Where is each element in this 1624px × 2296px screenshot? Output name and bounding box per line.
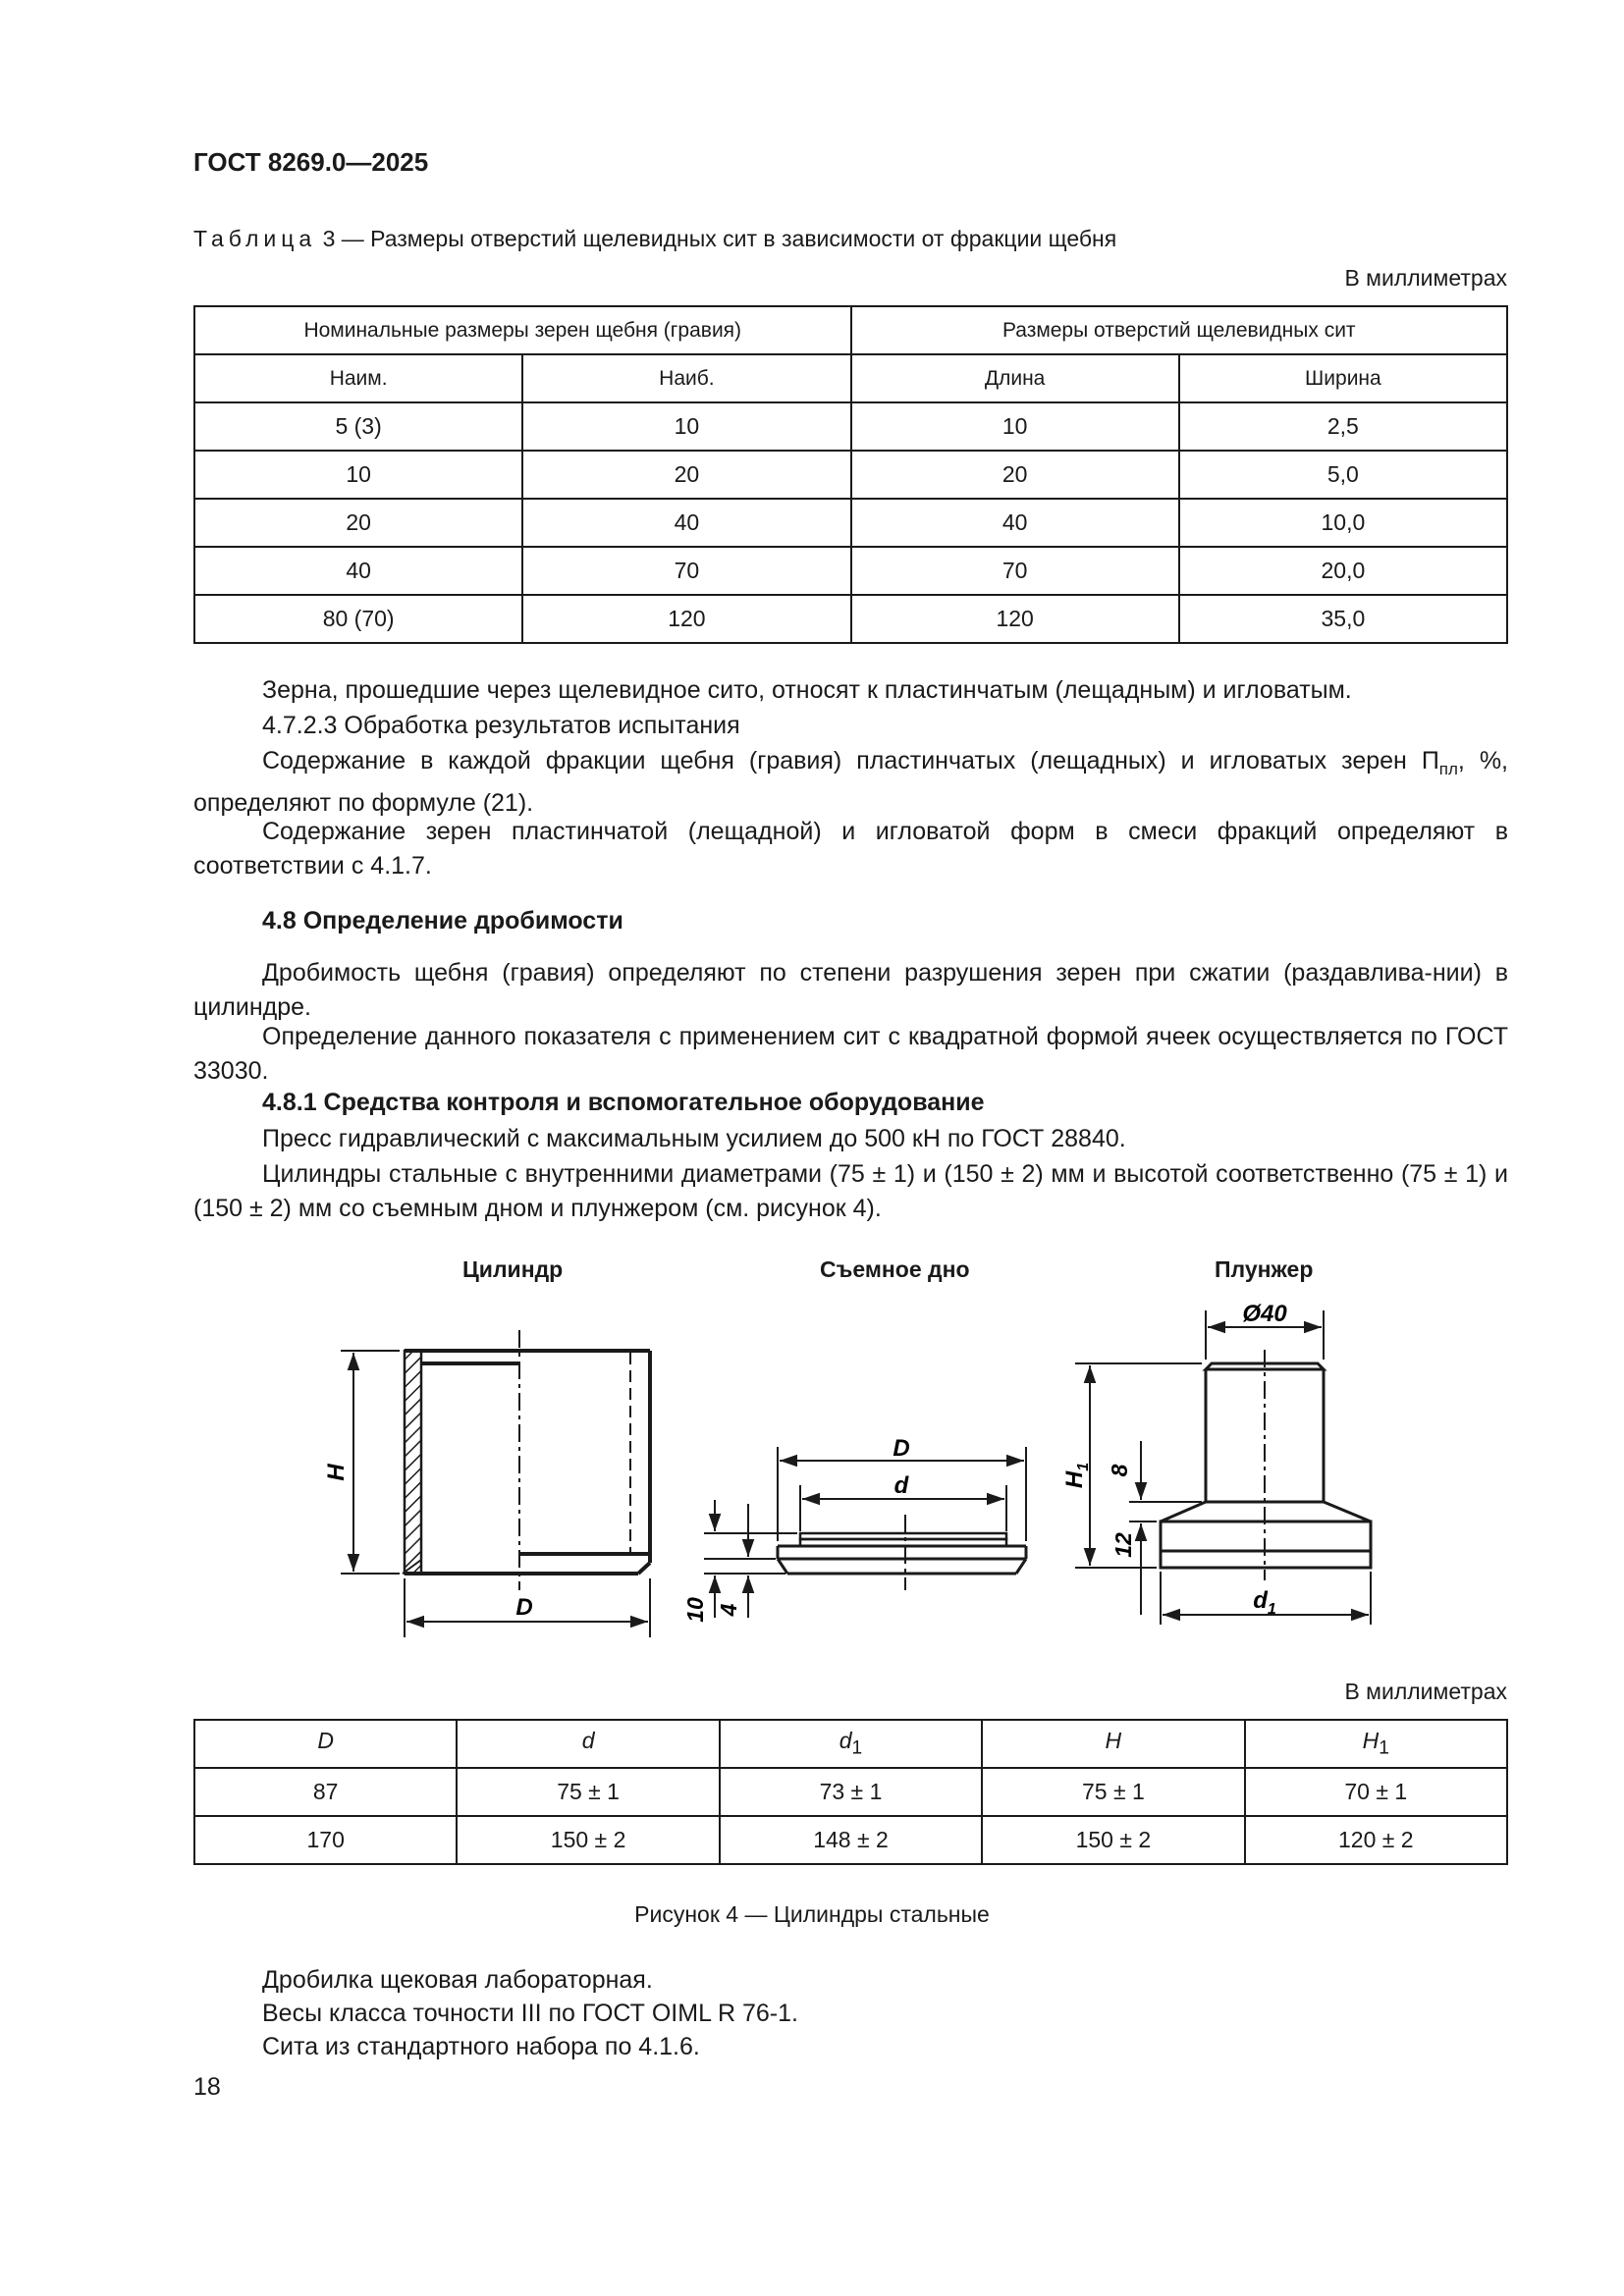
table-cell: 170 — [194, 1816, 457, 1864]
cylinder-dimension-H: H — [323, 1464, 350, 1481]
table-column-header — [720, 1720, 982, 1768]
table-cell: 40 — [522, 499, 850, 547]
table-cell: 73 ± 1 — [720, 1768, 982, 1816]
table-cell: 20,0 — [1179, 547, 1507, 595]
figure-4-table — [193, 1719, 1508, 1865]
formula-symbol: П — [1421, 747, 1439, 774]
table-cell: 120 ± 2 — [1245, 1816, 1507, 1864]
removable-bottom-drawing — [704, 1447, 1026, 1618]
figure-4-units: В миллиметрах — [1344, 1679, 1507, 1704]
section-heading: 4.8.1 Средства контроля и вспомогательное оборудование — [262, 1089, 985, 1116]
header-symbol: d — [839, 1728, 852, 1754]
table-cell: 40 — [194, 547, 522, 595]
table-cell: 120 — [522, 595, 850, 643]
bottom-dimension-d: d — [893, 1472, 909, 1499]
table-cell: 10 — [522, 402, 850, 451]
table-cell: 80 (70) — [194, 595, 522, 643]
table-3-caption-prefix: Таблица — [193, 226, 317, 251]
table-cell: 75 ± 1 — [982, 1768, 1244, 1816]
bottom-dimension-10: 10 — [682, 1597, 708, 1623]
section-heading: 4.8 Определение дробимости — [262, 907, 623, 934]
paragraph-text: , %, определяют по формуле (21). — [193, 747, 1508, 817]
table-cell: 75 ± 1 — [457, 1768, 719, 1816]
header-symbol: d — [581, 1728, 595, 1754]
paragraph: Весы класса точности III по ГОСТ OIML R 76-1. — [262, 2000, 798, 2027]
paragraph: Цилиндры стальные с внутренними диаметрами (75 ± 1) и (150 ± 2) мм и высотой соответственно (75 ± 1) и (150 ± 2) мм со съемным дном и плунжером (см. рисунок 4). — [193, 1160, 1508, 1222]
header-symbol: H — [1362, 1728, 1380, 1754]
paragraph: Дробимость щебня (гравия) определяют по степени разрушения зерен при сжатии (раздавлива-нии) в цилиндре. — [193, 959, 1508, 1021]
bottom-dimension-D: D — [893, 1435, 910, 1462]
table-cell: 70 ± 1 — [1245, 1768, 1507, 1816]
paragraph: Зерна, прошедшие через щелевидное сито, относят к пластинчатым (лещадным) и игловатым. — [262, 676, 1352, 704]
table-cell: 5,0 — [1179, 451, 1507, 499]
table-3-units: В миллиметрах — [1344, 265, 1507, 291]
figure-label-cylinder: Цилиндр — [462, 1256, 564, 1282]
header-subscript: 1 — [851, 1737, 863, 1759]
table-3-column-header: Ширина — [1179, 354, 1507, 402]
table-cell: 20 — [194, 499, 522, 547]
plunger-dimension-12: 12 — [1110, 1532, 1136, 1558]
table-cell: 20 — [522, 451, 850, 499]
bottom-dimension-4: 4 — [716, 1603, 741, 1617]
paragraph-text: Содержание в каждой фракции щебня (гравия) пластинчатых (лещадных) и игловатых зерен — [262, 747, 1407, 774]
table-cell: 120 — [851, 595, 1179, 643]
table-cell: 150 ± 2 — [982, 1816, 1244, 1864]
plunger-dimension-d1 — [1253, 1587, 1276, 1618]
table-3-column-header: Наим. — [194, 354, 522, 402]
table-3-group-header: Размеры отверстий щелевидных сит — [851, 306, 1508, 354]
table-column-header — [457, 1720, 719, 1768]
table-cell: 148 ± 2 — [720, 1816, 982, 1864]
table-3-column-header: Наиб. — [522, 354, 850, 402]
page-number: 18 — [193, 2073, 221, 2101]
table-row — [194, 1768, 1507, 1816]
table-3-group-header: Номинальные размеры зерен щебня (гравия) — [194, 306, 851, 354]
table-cell: 150 ± 2 — [457, 1816, 719, 1864]
figure-label-removable-bottom: Съемное дно — [820, 1256, 970, 1282]
table-cell: 10 — [851, 402, 1179, 451]
document-title: ГОСТ 8269.0—2025 — [193, 147, 429, 177]
table-3-column-header: Длина — [851, 354, 1179, 402]
table-cell: 20 — [851, 451, 1179, 499]
table-3-caption-text: 3 — Размеры отверстий щелевидных сит в зависимости от фракции щебня — [316, 226, 1117, 251]
paragraph: Пресс гидравлический с максимальным усилием до 500 кН по ГОСТ 28840. — [262, 1125, 1126, 1152]
table-cell: 40 — [851, 499, 1179, 547]
header-symbol: H — [1105, 1728, 1122, 1754]
plunger-dimension-d1-base: d — [1253, 1587, 1268, 1614]
table-column-header — [1245, 1720, 1507, 1768]
table-cell: 70 — [851, 547, 1179, 595]
table-cell: 70 — [522, 547, 850, 595]
header-subscript: 1 — [1379, 1737, 1389, 1759]
paragraph: Определение данного показателя с применением сит с квадратной формой ячеек осуществляется по ГОСТ 33030. — [193, 1023, 1508, 1085]
paragraph: Сита из стандартного набора по 4.1.6. — [262, 2033, 700, 2060]
paragraph: Дробилка щековая лабораторная. — [262, 1966, 653, 1994]
paragraph: Содержание зерен пластинчатой (лещадной) и игловатой форм в смеси фракций определяют в соответствии с 4.1.7. — [193, 818, 1508, 880]
plunger-dimension-H1-base: H — [1061, 1470, 1088, 1489]
figure-label-plunger: Плунжер — [1215, 1256, 1314, 1282]
cylinder-dimension-D: D — [515, 1594, 533, 1621]
table-cell: 35,0 — [1179, 595, 1507, 643]
header-symbol: D — [317, 1728, 334, 1754]
table-cell: 87 — [194, 1768, 457, 1816]
figure-4-caption: Рисунок 4 — Цилиндры стальные — [634, 1901, 990, 1927]
table-column-header — [194, 1720, 457, 1768]
plunger-dimension-H1 — [1061, 1463, 1092, 1488]
plunger-dimension-8: 8 — [1107, 1464, 1132, 1477]
formula-subscript: пл — [1438, 760, 1458, 778]
table-cell: 10,0 — [1179, 499, 1507, 547]
cylinder-drawing — [341, 1330, 650, 1637]
plunger-dimension-d1-sub: 1 — [1267, 1601, 1276, 1618]
table-cell: 2,5 — [1179, 402, 1507, 451]
table-row — [194, 1816, 1507, 1864]
table-column-header — [982, 1720, 1244, 1768]
subsection-heading: 4.7.2.3 Обработка результатов испытания — [262, 712, 740, 739]
table-cell: 10 — [194, 451, 522, 499]
plunger-dimension-H1-sub: 1 — [1075, 1462, 1092, 1471]
table-cell: 5 (3) — [194, 402, 522, 451]
plunger-dimension-d40: Ø40 — [1242, 1301, 1287, 1327]
